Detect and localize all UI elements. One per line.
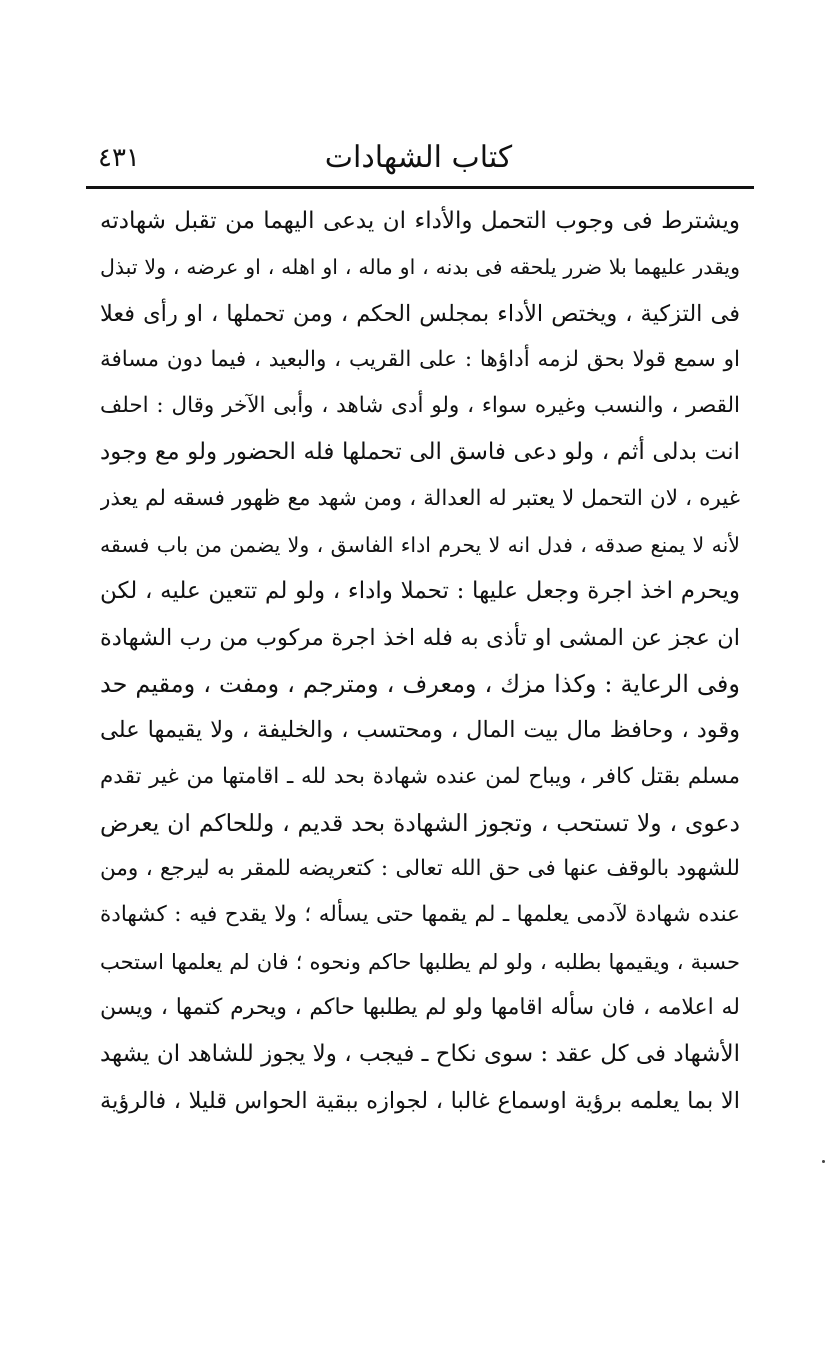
text-line: حسبة ، ويقيمها بطلبه ، ولو لم يطلبها حاكم ونحوه ؛ فان لم يعلمها استحب (100, 949, 740, 974)
text-line: مسلم بقتل كافر ، ويباح لمن عنده شهادة بحد لله ـ اقامتها من غير تقدم (100, 763, 740, 789)
text-line: فى التزكية ، ويختص الأداء بمجلس الحكم ، ومن تحملها ، او رأى فعلا (100, 300, 740, 327)
body-text (100, 198, 740, 1124)
text-line: وفى الرعاية : وكذا مزك ، ومعرف ، ومترجم ، ومفت ، ومقيم حد (100, 669, 740, 698)
text-line: لأنه لا يمنع صدقه ، فدل انه لا يحرم اداء الفاسق ، ولا يضمن من باب فسقه (100, 533, 740, 558)
running-title: كتاب الشهادات (324, 140, 513, 175)
text-line: له اعلامه ، فان سأله اقامها ولو لم يطلبها حاكم ، ويحرم كتمها ، ويسن (100, 995, 740, 1021)
text-line: عنده شهادة لآدمى يعلمها ـ لم يقمها حتى يسأله ؛ ولا يقدح فيه : كشهادة (100, 902, 740, 928)
text-line: للشهود بالوقف عنها فى حق الله تعالى : كتعريضه للمقر به ليرجع ، ومن (100, 856, 740, 882)
page-number: ٤٣١ (98, 143, 140, 173)
page-header (86, 132, 751, 182)
text-line: ويشترط فى وجوب التحمل والأداء ان يدعى اليهما من تقبل شهادته (100, 208, 740, 234)
text-line: ويحرم اخذ اجرة وجعل عليها : تحملا واداء ، ولو لم تتعين عليه ، لكن (100, 578, 740, 605)
header-rule (86, 186, 754, 189)
text-line: الا بما يعلمه برؤية اوسماع غالبا ، لجوازه ببقية الحواس قليلا ، فالرؤية (100, 1087, 740, 1114)
text-line: انت بدلى أثم ، ولو دعى فاسق الى تحملها فله الحضور ولو مع وجود (100, 439, 740, 466)
margin-speck (822, 1160, 825, 1163)
text-line: ويقدر عليهما بلا ضرر يلحقه فى بدنه ، او ماله ، او اهله ، او عرضه ، ولا تبذل (100, 255, 740, 280)
text-line: وقود ، وحافظ مال بيت المال ، ومحتسب ، والخليفة ، ولا يقيمها على (100, 717, 740, 744)
text-line: او سمع قولا بحق لزمه أداؤها : على القريب ، والبعيد ، فيما دون مسافة (100, 346, 740, 372)
text-line: ان عجز عن المشى او تأذى به فله اخذ اجرة مركوب من رب الشهادة (100, 624, 740, 651)
text-line: القصر ، والنسب وغيره سواء ، ولو أدى شاهد ، وأبى الآخر وقال : احلف (100, 393, 740, 419)
text-line: دعوى ، ولا تستحب ، وتجوز الشهادة بحد قديم ، وللحاكم ان يعرض (100, 808, 740, 837)
text-line: غيره ، لان التحمل لا يعتبر له العدالة ، ومن شهد مع ظهور فسقه لم يعذر (100, 485, 740, 511)
text-line: الأشهاد فى كل عقد : سوى نكاح ـ فيجب ، ولا يجوز للشاهد ان يشهد (100, 1041, 740, 1068)
